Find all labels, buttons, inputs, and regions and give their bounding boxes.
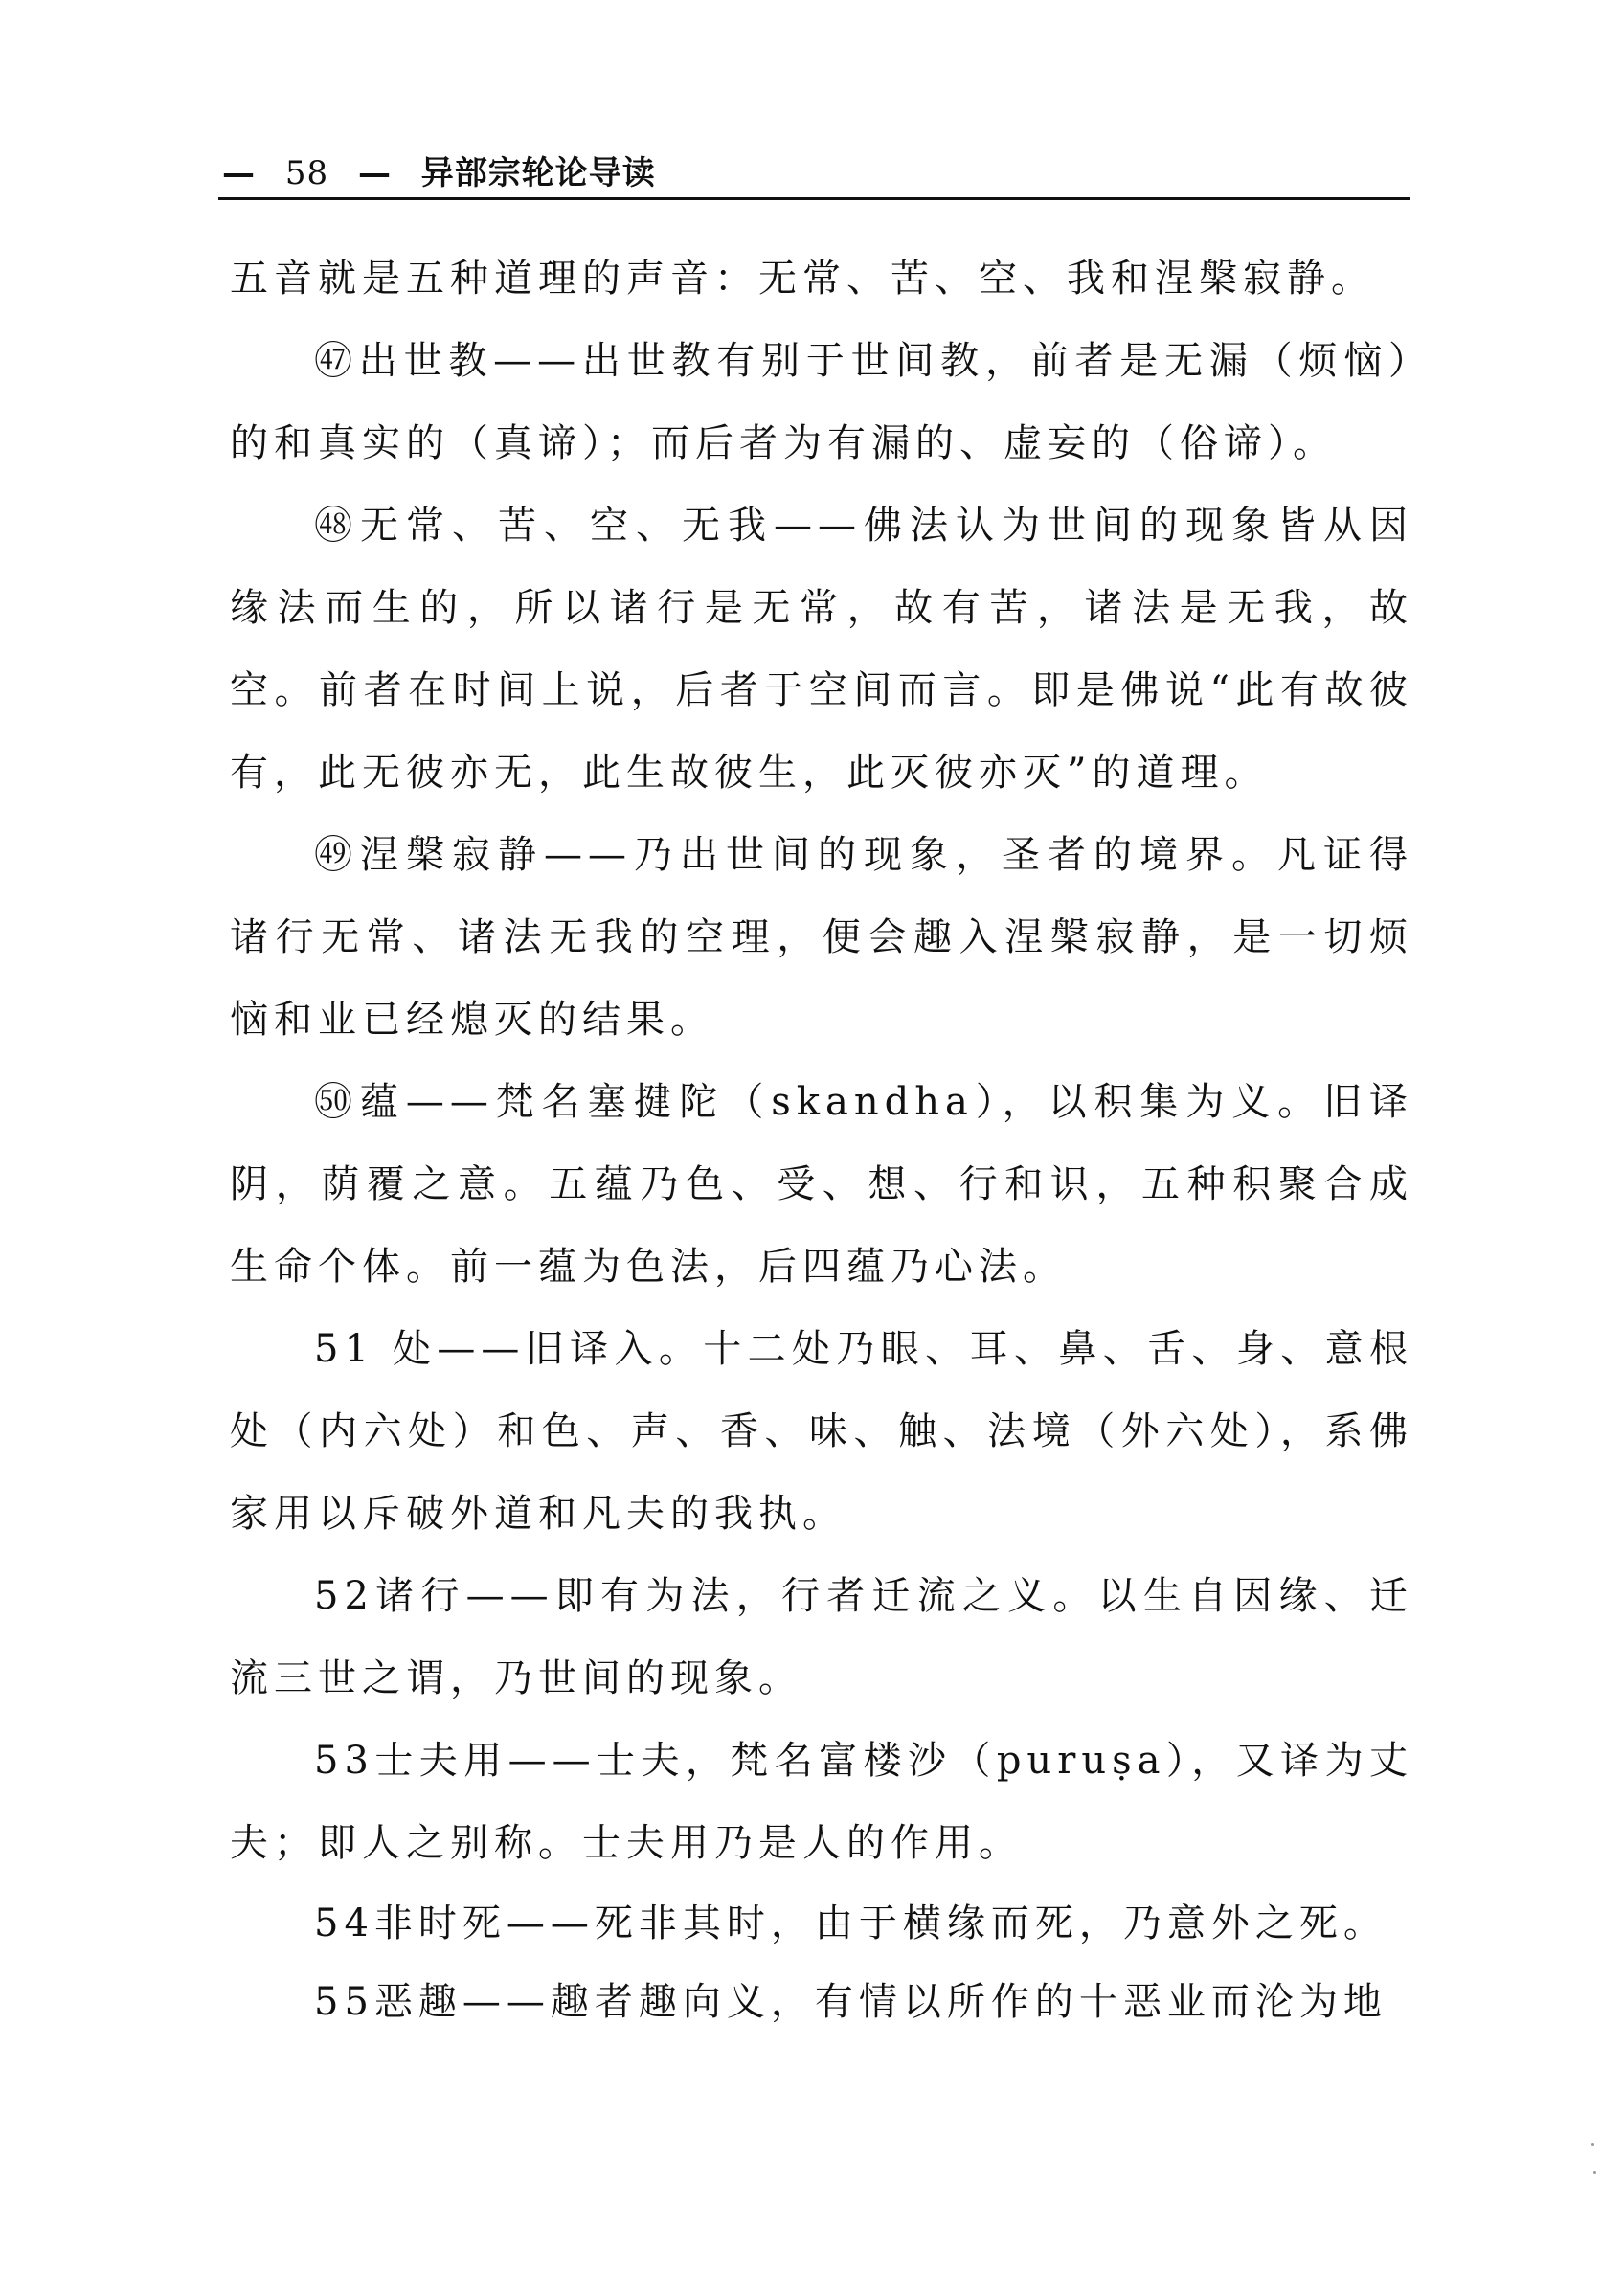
book-title: 异部宗轮论导读: [420, 154, 656, 192]
header-dash-right: —: [357, 154, 392, 192]
paragraph-wu-yin: 五音就是五种道理的声音：无常、苦、空、我和涅槃寂静。: [230, 257, 1375, 301]
note-50-yun: ㊿蕴——梵名塞揵陀（skandha），以积集为义。旧译阴，荫覆之意。五蕴乃色、受、想、行和识，五种积聚合成生命个体。前一蕴为色法，后四蕴乃心法。: [230, 1080, 1413, 1289]
running-header: [222, 144, 1429, 203]
note-52-zhu-xing: 52诸行——即有为法，行者迁流之义。以生自因缘、迁流三世之谓，乃世间的现象。: [230, 1574, 1413, 1700]
note-53-shi-fu-yong: 53士夫用——士夫，梵名富楼沙（puruṣa），又译为丈夫；即人之别称。士夫用乃是人的作用。: [230, 1739, 1413, 1865]
note-51-chu: 51 处——旧译入。十二处乃眼、耳、鼻、舌、身、意根处（内六处）和色、声、香、味、触、法境（外六处），系佛家用以斥破外道和凡夫的我执。: [230, 1327, 1413, 1536]
header-rule: [218, 197, 1410, 200]
note-54-fei-shi-si: 54非时死——死非其时，由于横缘而死，乃意外之死。: [314, 1901, 1387, 1946]
scan-speck: [1593, 2171, 1596, 2174]
body-text: [230, 237, 1413, 2041]
note-47-chu-shi-jiao: ㊼出世教——出世教有别于世间教，前者是无漏（烦恼）的和真实的（真谛）；而后者为有漏的、虚妄的（俗谛）。: [230, 339, 1413, 465]
page-number: 58: [284, 154, 329, 192]
scan-speck: [1591, 2143, 1594, 2146]
header-dash-left: —: [222, 154, 256, 192]
note-48-wu-chang: ㊽无常、苦、空、无我——佛法认为世间的现象皆从因缘法而生的，所以诸行是无常，故有苦，诸法是无我，故空。前者在时间上说，后者于空间而言。即是佛说“此有故彼有，此无彼亦无，此生故彼生，此灭彼亦灭”的道理。: [230, 504, 1413, 795]
note-49-nie-pan: ㊾涅槃寂静——乃出世间的现象，圣者的境界。凡证得诸行无常、诸法无我的空理，便会趣入涅槃寂静，是一切烦恼和业已经熄灭的结果。: [230, 833, 1413, 1042]
note-55-e-qu: 55恶趣——趣者趣向义，有情以所作的十恶业而沦为地: [314, 1980, 1387, 2024]
